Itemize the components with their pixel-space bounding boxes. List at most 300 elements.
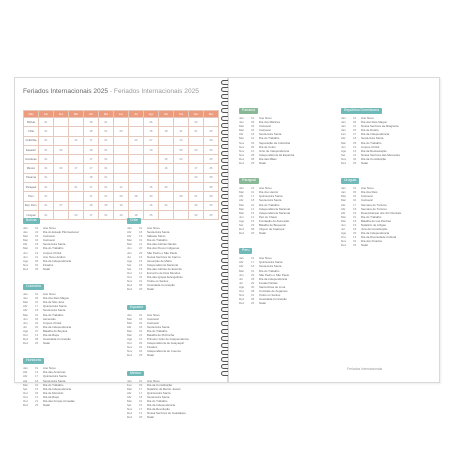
holiday-name: Independência Nacional bbox=[147, 262, 179, 267]
month-header: Set bbox=[159, 111, 174, 118]
holiday-day: 25 bbox=[353, 161, 357, 166]
holiday-day: 13 bbox=[35, 332, 39, 337]
holiday-day: 22 bbox=[35, 230, 39, 235]
calendar-cell: 18 bbox=[84, 173, 99, 182]
holiday-month: Dez bbox=[127, 353, 133, 358]
holiday-name: Dia do Trabalho bbox=[147, 399, 168, 403]
holiday-day: 03 bbox=[139, 316, 143, 321]
calendar-cell bbox=[114, 155, 129, 164]
holiday-month: Jun bbox=[23, 250, 28, 255]
calendar-cell bbox=[69, 155, 84, 164]
calendar-cell bbox=[54, 136, 69, 145]
holiday-day: 01 bbox=[251, 136, 255, 141]
holiday-name: Dia dos Povos Indígenas bbox=[147, 246, 180, 251]
holiday-day: 06 bbox=[35, 258, 39, 263]
holiday-month: Nov bbox=[239, 152, 245, 157]
column-left-1 bbox=[23, 208, 79, 410]
holiday-month: Out bbox=[23, 390, 28, 395]
calendar-cell: 05 bbox=[99, 201, 114, 210]
holiday-name: São Pedro e São Paulo bbox=[147, 250, 178, 255]
holiday-month: Dez bbox=[127, 411, 133, 416]
calendar-cell: 01 bbox=[99, 183, 114, 192]
holiday-name: Ano Novo bbox=[147, 312, 160, 317]
holiday-month: Jan bbox=[127, 312, 132, 317]
country-badge: Colômbia bbox=[23, 284, 44, 290]
holiday-month: Jun bbox=[127, 246, 132, 251]
month-header: Out bbox=[174, 111, 189, 118]
holiday-month: Out bbox=[23, 332, 28, 337]
holiday-day: 18 bbox=[139, 230, 143, 235]
country-badge: Equador bbox=[127, 305, 146, 311]
holiday-month: Mai bbox=[239, 202, 244, 207]
calendar-cell: 17 bbox=[189, 164, 204, 173]
holiday-name: Dia da Constituição bbox=[361, 156, 387, 161]
country-name: Uruguai bbox=[24, 210, 39, 219]
holiday-day: 01 bbox=[139, 238, 143, 243]
holiday-month: Jan bbox=[239, 256, 244, 261]
calendar-cell: 18 bbox=[159, 127, 174, 136]
holiday-name: Dia da Raça bbox=[43, 332, 59, 337]
holiday-entry bbox=[127, 287, 189, 291]
holiday-month: Out bbox=[127, 341, 132, 346]
holiday-month: Mar bbox=[239, 124, 244, 129]
holiday-day: 04 bbox=[353, 198, 357, 203]
holiday-day: 27 bbox=[353, 132, 357, 137]
holiday-name: Dia dos Reis bbox=[361, 190, 378, 195]
holiday-day: 29 bbox=[251, 222, 255, 227]
holiday-day: 19 bbox=[35, 250, 39, 255]
right-page bbox=[228, 77, 440, 383]
calendar-cell bbox=[114, 145, 129, 154]
holiday-month: Jan bbox=[341, 128, 346, 133]
holiday-name: Sexta-feira Santa bbox=[43, 308, 66, 313]
holiday-entry bbox=[23, 403, 79, 407]
holiday-month: Out bbox=[239, 289, 244, 293]
calendar-cell: 01 bbox=[39, 164, 54, 173]
holiday-day: 19 bbox=[353, 210, 357, 215]
holiday-month: Abr bbox=[341, 202, 346, 207]
holiday-day: 20 bbox=[35, 324, 39, 329]
holiday-day: 30 bbox=[251, 284, 255, 289]
country-badge: Chile bbox=[127, 218, 141, 224]
holiday-day: 01 bbox=[139, 226, 143, 230]
holiday-month: Jan bbox=[23, 292, 28, 297]
holiday-month: Jun bbox=[23, 320, 28, 325]
holiday-day: 06 bbox=[353, 156, 357, 161]
holiday-month: Ago bbox=[127, 337, 133, 342]
left-page bbox=[14, 77, 228, 420]
holiday-month: Dez bbox=[127, 415, 133, 420]
calendar-cell bbox=[129, 164, 144, 173]
holiday-name: Dia de São José bbox=[43, 300, 65, 305]
holiday-month: Abr bbox=[23, 308, 28, 313]
holiday-month: Jun bbox=[127, 250, 132, 255]
calendar-cell: 01 bbox=[39, 183, 54, 192]
holiday-day: 07 bbox=[35, 328, 39, 333]
country-badge: Peru bbox=[239, 248, 252, 254]
calendar-cell: 15 bbox=[159, 155, 174, 164]
holiday-entry bbox=[23, 267, 79, 271]
holiday-name: Dia das Glórias do Exército bbox=[147, 266, 183, 271]
holiday-month: Nov bbox=[239, 140, 245, 145]
holiday-name: Ano Novo bbox=[361, 116, 374, 120]
holiday-day: 02 bbox=[35, 262, 39, 267]
calendar-cell: 01 bbox=[39, 192, 54, 201]
month-header: Jun bbox=[114, 111, 129, 118]
calendar-cell bbox=[144, 164, 159, 173]
holiday-month: Abr bbox=[23, 374, 28, 379]
holiday-month: Nov bbox=[239, 144, 245, 149]
holiday-name: Encontro de Dois Mundos bbox=[147, 271, 181, 276]
holiday-month: Abr bbox=[239, 260, 244, 265]
holiday-month: Jan bbox=[127, 226, 132, 230]
holiday-day: 01 bbox=[35, 292, 39, 297]
holiday-month: Jun bbox=[341, 222, 346, 227]
holiday-day: 31 bbox=[139, 275, 143, 280]
country-badge: Paraguai bbox=[239, 178, 259, 184]
calendar-cell: 25 bbox=[204, 164, 219, 173]
country-section bbox=[23, 274, 79, 345]
calendar-cell: 02 bbox=[189, 118, 204, 127]
holiday-name: Batalha de Boquerón bbox=[259, 222, 287, 227]
calendar-cell bbox=[54, 183, 69, 192]
calendar-cell bbox=[174, 173, 189, 182]
country-name: Panamá bbox=[24, 173, 39, 182]
holiday-name: Natal bbox=[147, 353, 154, 358]
calendar-cell: 20 bbox=[114, 127, 129, 136]
calendar-cell: 01 bbox=[69, 183, 84, 192]
holiday-day: 17 bbox=[139, 386, 143, 391]
holiday-day: 25 bbox=[353, 231, 357, 236]
holiday-name: Dia do Trabalho bbox=[361, 140, 382, 145]
calendar-cell bbox=[69, 173, 84, 182]
holiday-month: Nov bbox=[127, 349, 133, 354]
calendar-cell: 07 bbox=[144, 136, 159, 145]
calendar-cell: 19 bbox=[114, 201, 129, 210]
holiday-day: 25 bbox=[353, 243, 357, 248]
holiday-name: Natal bbox=[361, 243, 368, 248]
holiday-name: Dia dos Reis Magos bbox=[43, 296, 69, 301]
holiday-name: Dia das Mães bbox=[259, 156, 277, 161]
calendar-cell: 01 bbox=[39, 210, 54, 219]
holiday-day: 15 bbox=[35, 386, 39, 391]
calendar-cell: 08 bbox=[174, 192, 189, 201]
holiday-month: Ago bbox=[127, 258, 133, 263]
holiday-month: Jan bbox=[23, 296, 28, 301]
holiday-name: Corpus Christi bbox=[43, 250, 62, 255]
holiday-month: Mai bbox=[341, 218, 346, 223]
holiday-month: Dez bbox=[341, 243, 347, 248]
holiday-day: 16 bbox=[139, 254, 143, 259]
holiday-name: Ano Novo bbox=[147, 378, 160, 383]
holiday-name: Carnaval bbox=[259, 124, 271, 129]
holiday-month: Set bbox=[239, 222, 244, 227]
holiday-month: Mai bbox=[239, 268, 244, 273]
calendar-cell bbox=[189, 155, 204, 164]
country-badge: Honduras bbox=[23, 358, 44, 364]
holiday-name: Dia da Independência bbox=[361, 132, 390, 137]
holiday-month: Jan bbox=[341, 120, 346, 125]
calendar-cell: 25 bbox=[144, 210, 159, 219]
calendar-cell bbox=[174, 118, 189, 127]
calendar-cell: 02 bbox=[189, 145, 204, 154]
holiday-day: 17 bbox=[251, 260, 255, 265]
holiday-name: Dia do Trabalho bbox=[147, 328, 168, 333]
holiday-month: Mai bbox=[23, 382, 28, 387]
holiday-day: 25 bbox=[251, 301, 255, 306]
holiday-name: Assunção de Maria bbox=[147, 258, 172, 263]
holiday-day: 01 bbox=[251, 190, 255, 195]
holiday-name: Dia da Independência bbox=[361, 231, 390, 236]
holiday-name: Ano Novo bbox=[43, 292, 56, 297]
calendar-row bbox=[24, 118, 219, 127]
holiday-day: 01 bbox=[139, 328, 143, 333]
calendar-cell: 18 bbox=[84, 127, 99, 136]
holiday-name: Sexta-feira Santa bbox=[361, 136, 384, 141]
holiday-day: 25 bbox=[251, 161, 255, 166]
holiday-name: Sexta-feira Santa bbox=[259, 132, 282, 137]
holiday-day: 18 bbox=[139, 394, 143, 399]
holiday-name: Dia de Morazán bbox=[43, 390, 64, 395]
holiday-month: Jan bbox=[23, 226, 28, 230]
holiday-month: Abr bbox=[341, 136, 346, 141]
calendar-cell: 31 bbox=[174, 127, 189, 136]
holiday-day: 24 bbox=[35, 300, 39, 305]
holiday-day: 21 bbox=[139, 242, 143, 247]
holiday-month: Mai bbox=[239, 210, 244, 215]
holiday-day: 01 bbox=[35, 226, 39, 230]
month-header: Nov bbox=[189, 111, 204, 118]
holiday-month: Dez bbox=[239, 156, 245, 161]
calendar-cell: 01 bbox=[39, 201, 54, 210]
holiday-name: Natal bbox=[259, 231, 266, 236]
country-name: México bbox=[24, 164, 39, 173]
holiday-day: 01 bbox=[35, 382, 39, 387]
holiday-month: Mai bbox=[239, 206, 244, 211]
calendar-cell: 17 bbox=[84, 183, 99, 192]
holiday-name: Natal bbox=[361, 161, 368, 166]
holiday-month: Abr bbox=[23, 242, 28, 247]
holiday-month: Nov bbox=[127, 279, 133, 284]
holiday-month: Ago bbox=[239, 218, 245, 223]
holiday-month: Jul bbox=[127, 254, 131, 259]
holiday-name: Carnaval bbox=[361, 198, 373, 203]
holiday-name: Ano Novo bbox=[361, 186, 374, 191]
holiday-day: 29 bbox=[251, 272, 255, 277]
holiday-day: 18 bbox=[251, 264, 255, 269]
holiday-day: 02 bbox=[353, 239, 357, 244]
holiday-entry bbox=[239, 231, 294, 235]
holiday-day: 18 bbox=[139, 262, 143, 267]
calendar-cell: 01 bbox=[39, 145, 54, 154]
holiday-name: Sexta-feira Santa bbox=[147, 324, 170, 329]
calendar-cell: 01 bbox=[99, 173, 114, 182]
holiday-day: 17 bbox=[35, 304, 39, 309]
holiday-day: 29 bbox=[251, 280, 255, 285]
holiday-month: Jun bbox=[239, 272, 244, 277]
holiday-name: Dia da Independência bbox=[43, 324, 72, 329]
calendar-cell bbox=[129, 145, 144, 154]
calendar-cell: 28 bbox=[129, 192, 144, 201]
holiday-month: Mai bbox=[341, 140, 346, 145]
holiday-name: Dia de Colón bbox=[259, 144, 276, 149]
holiday-month: Dez bbox=[23, 266, 29, 271]
holiday-month: Mar bbox=[341, 194, 346, 199]
calendar-cell: 01 bbox=[189, 127, 204, 136]
holiday-day: 21 bbox=[35, 254, 39, 259]
holiday-month: Out bbox=[127, 271, 132, 276]
country-name: Peru bbox=[24, 192, 39, 201]
holiday-month: Nov bbox=[341, 239, 347, 244]
holiday-name: Independência da Espanha bbox=[259, 152, 295, 157]
calendar-cell: 01 bbox=[99, 145, 114, 154]
holiday-month: Dez bbox=[127, 283, 133, 288]
calendar-cell: 16 bbox=[144, 201, 159, 210]
holiday-name: Todos os Santos bbox=[259, 293, 281, 298]
holiday-day: 01 bbox=[251, 256, 255, 261]
holiday-name: Imaculada Conceição bbox=[259, 297, 287, 302]
holiday-entry bbox=[127, 353, 189, 357]
holiday-name: Carnaval bbox=[43, 238, 55, 243]
holiday-day: 01 bbox=[35, 366, 39, 371]
holiday-day: 08 bbox=[251, 289, 255, 293]
country-badge: República Dominicana bbox=[341, 108, 382, 114]
calendar-cell bbox=[129, 118, 144, 127]
holiday-day: 01 bbox=[139, 378, 143, 383]
country-name: Colômbia bbox=[24, 136, 39, 145]
holiday-month: Out bbox=[23, 394, 28, 399]
calendar-cell: 16 bbox=[159, 164, 174, 173]
holiday-name: Finados bbox=[147, 345, 158, 350]
holiday-month: Jul bbox=[239, 276, 243, 281]
country-section bbox=[239, 168, 294, 235]
holiday-month: Abr bbox=[127, 324, 132, 329]
holiday-name: Corpus Christi bbox=[361, 144, 380, 149]
holiday-month: Dez bbox=[239, 297, 245, 302]
holiday-day: 01 bbox=[251, 116, 255, 120]
holiday-day: 04 bbox=[251, 128, 255, 133]
calendar-header-row bbox=[24, 111, 219, 118]
calendar-cell: 01 bbox=[39, 127, 54, 136]
holiday-name: Dia do Trabalho bbox=[43, 382, 64, 387]
calendar-cell: 01 bbox=[99, 164, 114, 173]
country-section bbox=[127, 295, 189, 358]
holiday-month: Nov bbox=[341, 156, 347, 161]
holiday-month: Jan bbox=[23, 366, 28, 371]
holiday-day: 24 bbox=[353, 152, 357, 157]
holiday-name: Carnaval bbox=[147, 320, 159, 325]
holiday-name: Carnaval bbox=[259, 128, 271, 133]
holiday-day: 19 bbox=[353, 144, 357, 149]
holiday-day: 03 bbox=[353, 194, 357, 199]
calendar-row bbox=[24, 127, 219, 136]
holiday-day: 06 bbox=[35, 296, 39, 301]
calendar-cell bbox=[129, 127, 144, 136]
page-footer: Feriados Internacionais bbox=[347, 367, 383, 371]
holiday-month: Mar bbox=[23, 234, 28, 239]
holiday-month: Mai bbox=[239, 136, 244, 141]
calendar-cell bbox=[159, 145, 174, 154]
calendar-cell bbox=[54, 173, 69, 182]
holiday-name: Dia do Trabalho bbox=[147, 238, 168, 243]
holiday-day: 17 bbox=[353, 202, 357, 207]
calendar-cell bbox=[54, 127, 69, 136]
calendar-row bbox=[24, 173, 219, 182]
holiday-name: Dia das Américas bbox=[43, 370, 66, 375]
month-header: Fev bbox=[54, 111, 69, 118]
calendar-cell: 25 bbox=[204, 155, 219, 164]
holiday-name: Independência de Cuenca bbox=[147, 349, 181, 354]
holiday-name: Natal bbox=[43, 341, 50, 346]
holiday-day: 13 bbox=[353, 235, 357, 240]
holiday-month: Jan bbox=[239, 120, 244, 125]
holiday-month: Mai bbox=[127, 328, 132, 333]
holiday-month: Dez bbox=[127, 287, 133, 292]
holiday-name: Quinta-feira Santa bbox=[43, 374, 67, 379]
holiday-entry bbox=[127, 415, 189, 419]
holiday-month: Mar bbox=[127, 386, 132, 391]
holiday-month: Abr bbox=[341, 210, 346, 215]
holiday-name: Dia de Duarte bbox=[361, 128, 379, 133]
holiday-day: 04 bbox=[35, 238, 39, 243]
holiday-day: 24 bbox=[139, 332, 143, 337]
holiday-day: 12 bbox=[139, 411, 143, 416]
calendar-cell bbox=[69, 118, 84, 127]
holiday-month: Ago bbox=[239, 284, 245, 289]
holiday-day: 08 bbox=[139, 283, 143, 288]
column-right-1 bbox=[239, 98, 294, 308]
holiday-name: Quinta-feira Santa bbox=[259, 260, 283, 265]
holiday-name: Dia do Trabalho bbox=[43, 246, 64, 251]
holiday-day: 12 bbox=[251, 214, 255, 219]
holiday-month: Mai bbox=[127, 238, 132, 243]
country-name: Bolívia bbox=[24, 118, 39, 127]
holiday-month: Fev bbox=[127, 382, 132, 387]
calendar-cell bbox=[114, 136, 129, 145]
holiday-name: Dia do Trabalho bbox=[43, 312, 64, 317]
holiday-name: Ano Novo bbox=[259, 256, 272, 261]
holiday-month: Set bbox=[127, 403, 132, 408]
holiday-name: Sábado Santo bbox=[147, 234, 166, 239]
calendar-cell: 17 bbox=[84, 155, 99, 164]
holiday-day: 08 bbox=[251, 227, 255, 232]
holiday-day: 25 bbox=[35, 266, 39, 271]
holiday-name: Dia da Independência bbox=[43, 386, 72, 391]
calendar-cell bbox=[174, 164, 189, 173]
calendar-cell bbox=[159, 173, 174, 182]
holiday-name: Separação da Colômbia bbox=[259, 140, 291, 145]
holiday-month: Abr bbox=[239, 132, 244, 137]
calendar-cell: 17 bbox=[84, 210, 99, 219]
holiday-month: Jan bbox=[341, 124, 346, 129]
holiday-day: 08 bbox=[35, 337, 39, 342]
holiday-day: 01 bbox=[251, 186, 255, 191]
holiday-month: Dez bbox=[23, 341, 29, 346]
calendar-cell: 17 bbox=[84, 136, 99, 145]
holiday-name: Semana do Turismo bbox=[361, 202, 387, 207]
holiday-name: Carnaval bbox=[147, 316, 159, 321]
calendar-cell: 29 bbox=[159, 183, 174, 192]
holiday-month: Jan bbox=[341, 190, 346, 195]
holiday-name: São Pedro e São Paulo bbox=[259, 272, 290, 277]
holiday-name: Ano Novo bbox=[259, 116, 272, 120]
holiday-name: Sexta-feira Santa bbox=[43, 242, 66, 247]
calendar-cell: 27 bbox=[54, 201, 69, 210]
holiday-month: Set bbox=[341, 152, 346, 157]
holiday-name: Paz do Chaco bbox=[259, 214, 278, 219]
holiday-name: Ascensão bbox=[43, 316, 56, 321]
calendar-cell: 24 bbox=[69, 136, 84, 145]
